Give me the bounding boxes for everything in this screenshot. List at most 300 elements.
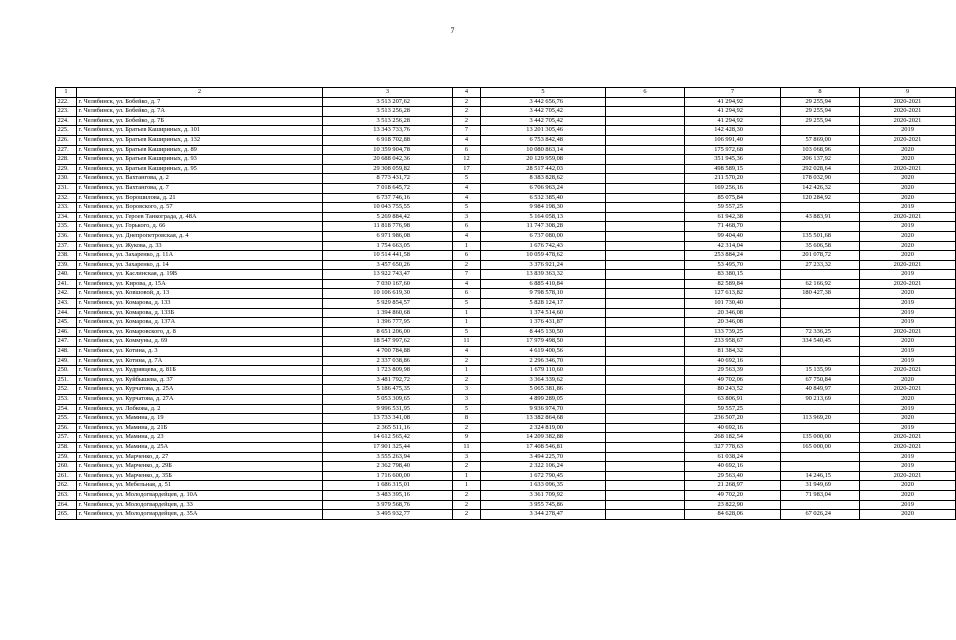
period-cell: 2020-2021 [860, 366, 956, 376]
row-number: 262. [56, 481, 77, 491]
count-cell: 5 [453, 404, 481, 414]
header-row [56, 88, 956, 98]
count-cell: 5 [453, 174, 481, 184]
empty-cell [606, 212, 685, 222]
period-cell: 2019 [860, 452, 956, 462]
period-cell: 2020 [860, 183, 956, 193]
supervision-cost-cell: 135 501,68 [781, 231, 860, 241]
count-cell: 4 [453, 347, 481, 357]
address-cell: г. Челябинск, ул. Братьев Кашириных, д. 101 [77, 126, 323, 136]
supervision-cost-cell: 57 869,00 [781, 135, 860, 145]
address-cell: г. Челябинск, ул. Братьев Кашириных, д. 132 [77, 135, 323, 145]
table-row [56, 308, 956, 318]
count-cell: 3 [453, 212, 481, 222]
works-cost-cell: 1 676 742,43 [481, 241, 606, 251]
total-cost-cell: 9 996 531,95 [323, 404, 453, 414]
design-cost-cell: 53 495,70 [685, 260, 781, 270]
table-row [56, 500, 956, 510]
design-cost-cell: 21 268,97 [685, 481, 781, 491]
total-cost-cell: 7 030 167,60 [323, 279, 453, 289]
works-cost-cell: 9 984 198,30 [481, 203, 606, 213]
total-cost-cell: 1 686 315,01 [323, 481, 453, 491]
works-cost-cell: 6 737 080,00 [481, 231, 606, 241]
total-cost-cell: 6 737 746,16 [323, 193, 453, 203]
works-cost-cell: 13 839 363,32 [481, 270, 606, 280]
total-cost-cell: 11 818 776,98 [323, 222, 453, 232]
table-row [56, 452, 956, 462]
table-row [56, 155, 956, 165]
empty-cell [606, 375, 685, 385]
empty-cell [606, 203, 685, 213]
address-cell: г. Челябинск, ул. Воровского, д. 57 [77, 203, 323, 213]
empty-cell [606, 193, 685, 203]
row-number: 227. [56, 145, 77, 155]
empty-cell [606, 337, 685, 347]
count-cell: 4 [453, 193, 481, 203]
count-cell: 6 [453, 251, 481, 261]
design-cost-cell: 233 958,67 [685, 337, 781, 347]
period-cell: 2020-2021 [860, 385, 956, 395]
works-cost-cell: 2 324 819,00 [481, 423, 606, 433]
design-cost-cell: 61 038,24 [685, 452, 781, 462]
address-cell: г. Челябинск, ул. Марченко, д. 29Б [77, 462, 323, 472]
row-number: 228. [56, 155, 77, 165]
period-cell: 2019 [860, 126, 956, 136]
design-cost-cell: 498 589,15 [685, 164, 781, 174]
empty-cell [606, 135, 685, 145]
works-cost-cell: 3 361 709,92 [481, 490, 606, 500]
design-cost-cell: 41 294,92 [685, 107, 781, 117]
count-cell: 1 [453, 308, 481, 318]
address-cell: г. Челябинск, ул. Днепропетровская, д. 4 [77, 231, 323, 241]
supervision-cost-cell [781, 308, 860, 318]
count-cell: 2 [453, 510, 481, 520]
total-cost-cell: 13 922 743,47 [323, 270, 453, 280]
address-cell: г. Челябинск, ул. Захаренко, д. 14 [77, 260, 323, 270]
table-row [56, 203, 956, 213]
design-cost-cell: 80 243,52 [685, 385, 781, 395]
row-number: 241. [56, 279, 77, 289]
works-cost-cell: 2 296 346,70 [481, 356, 606, 366]
row-number: 231. [56, 183, 77, 193]
supervision-cost-cell [781, 500, 860, 510]
total-cost-cell: 10 043 755,55 [323, 203, 453, 213]
period-cell: 2020 [860, 251, 956, 261]
design-cost-cell: 82 589,84 [685, 279, 781, 289]
address-cell: г. Челябинск, ул. Мамина, д. 19 [77, 414, 323, 424]
count-cell: 2 [453, 116, 481, 126]
design-cost-cell: 20 346,08 [685, 308, 781, 318]
address-cell: г. Челябинск, ул. Ворошилова, д. 21 [77, 193, 323, 203]
empty-cell [606, 164, 685, 174]
address-cell: г. Челябинск, ул. Куйбышева, д. 37 [77, 375, 323, 385]
table-row [56, 260, 956, 270]
period-cell: 2020 [860, 375, 956, 385]
period-cell: 2020 [860, 414, 956, 424]
total-cost-cell: 10 514 441,58 [323, 251, 453, 261]
total-cost-cell: 5 053 309,65 [323, 395, 453, 405]
row-number: 236. [56, 231, 77, 241]
works-cost-cell: 3 494 225,70 [481, 452, 606, 462]
works-cost-cell: 3 442 656,76 [481, 97, 606, 107]
design-cost-cell: 83 380,15 [685, 270, 781, 280]
supervision-cost-cell: 135 000,00 [781, 433, 860, 443]
table-row [56, 289, 956, 299]
count-cell: 1 [453, 481, 481, 491]
design-cost-cell: 127 613,82 [685, 289, 781, 299]
empty-cell [606, 155, 685, 165]
total-cost-cell: 7 018 645,72 [323, 183, 453, 193]
supervision-cost-cell [781, 299, 860, 309]
period-cell: 2020 [860, 510, 956, 520]
supervision-cost-cell: 35 606,58 [781, 241, 860, 251]
address-cell: г. Челябинск, ул. Курчатова, д. 27А [77, 395, 323, 405]
table-row [56, 193, 956, 203]
column-header: 2 [77, 88, 323, 98]
period-cell: 2020-2021 [860, 135, 956, 145]
address-cell: г. Челябинск, ул. Комарова, д. 133 [77, 299, 323, 309]
period-cell: 2019 [860, 270, 956, 280]
supervision-cost-cell: 206 137,92 [781, 155, 860, 165]
table-row [56, 126, 956, 136]
supervision-cost-cell: 29 255,94 [781, 116, 860, 126]
works-cost-cell: 17 408 546,81 [481, 442, 606, 452]
row-number: 263. [56, 490, 77, 500]
column-header: 5 [481, 88, 606, 98]
total-cost-cell: 3 513 256,28 [323, 107, 453, 117]
total-cost-cell: 10 359 904,78 [323, 145, 453, 155]
design-cost-cell: 106 991,40 [685, 135, 781, 145]
table-row [56, 241, 956, 251]
period-cell: 2020-2021 [860, 471, 956, 481]
count-cell: 6 [453, 289, 481, 299]
total-cost-cell: 1 396 777,95 [323, 318, 453, 328]
row-number: 225. [56, 126, 77, 136]
works-cost-cell: 1 376 431,87 [481, 318, 606, 328]
empty-cell [606, 260, 685, 270]
table-row [56, 481, 956, 491]
count-cell: 2 [453, 97, 481, 107]
works-cost-cell: 11 747 308,28 [481, 222, 606, 232]
period-cell: 2019 [860, 203, 956, 213]
address-cell: г. Челябинск, ул. Кирова, д. 15А [77, 279, 323, 289]
address-cell: г. Челябинск, ул. Котина, д. 7А [77, 356, 323, 366]
total-cost-cell: 5 929 854,57 [323, 299, 453, 309]
supervision-cost-cell [781, 462, 860, 472]
works-cost-cell: 3 376 921,24 [481, 260, 606, 270]
empty-cell [606, 97, 685, 107]
count-cell: 2 [453, 500, 481, 510]
address-cell: г. Челябинск, ул. Коммуны, д. 69 [77, 337, 323, 347]
count-cell: 11 [453, 442, 481, 452]
count-cell: 6 [453, 222, 481, 232]
row-number: 252. [56, 385, 77, 395]
supervision-cost-cell [781, 126, 860, 136]
empty-cell [606, 116, 685, 126]
design-cost-cell: 41 294,92 [685, 116, 781, 126]
total-cost-cell: 2 337 038,86 [323, 356, 453, 366]
count-cell: 1 [453, 366, 481, 376]
total-cost-cell: 4 700 784,88 [323, 347, 453, 357]
works-cost-cell: 28 517 442,03 [481, 164, 606, 174]
design-cost-cell: 59 557,25 [685, 203, 781, 213]
count-cell: 11 [453, 337, 481, 347]
period-cell: 2020-2021 [860, 442, 956, 452]
empty-cell [606, 174, 685, 184]
row-number: 256. [56, 423, 77, 433]
works-cost-cell: 5 164 058,13 [481, 212, 606, 222]
supervision-cost-cell: 71 983,04 [781, 490, 860, 500]
table-row [56, 164, 956, 174]
row-number: 223. [56, 107, 77, 117]
table-row [56, 404, 956, 414]
supervision-cost-cell: 15 135,99 [781, 366, 860, 376]
period-cell: 2019 [860, 500, 956, 510]
empty-cell [606, 433, 685, 443]
address-cell: г. Челябинск, ул. Комарова, д. 133Б [77, 308, 323, 318]
period-cell: 2019 [860, 308, 956, 318]
supervision-cost-cell [781, 318, 860, 328]
count-cell: 7 [453, 270, 481, 280]
supervision-cost-cell: 29 255,94 [781, 107, 860, 117]
count-cell: 2 [453, 260, 481, 270]
count-cell: 2 [453, 375, 481, 385]
works-cost-cell: 20 129 959,08 [481, 155, 606, 165]
design-cost-cell: 63 806,91 [685, 395, 781, 405]
works-cost-cell: 3 364 339,62 [481, 375, 606, 385]
total-cost-cell: 3 495 932,77 [323, 510, 453, 520]
period-cell: 2020 [860, 231, 956, 241]
count-cell: 17 [453, 164, 481, 174]
empty-cell [606, 500, 685, 510]
count-cell: 2 [453, 490, 481, 500]
address-cell: г. Челябинск, ул. Братьев Кашириных, д. 93 [77, 155, 323, 165]
column-header: 4 [453, 88, 481, 98]
supervision-cost-cell: 29 255,94 [781, 97, 860, 107]
empty-cell [606, 231, 685, 241]
empty-cell [606, 490, 685, 500]
supervision-cost-cell: 31 949,69 [781, 481, 860, 491]
total-cost-cell: 1 723 809,98 [323, 366, 453, 376]
works-cost-cell: 9 936 974,70 [481, 404, 606, 414]
supervision-cost-cell: 178 032,90 [781, 174, 860, 184]
supervision-cost-cell: 292 028,64 [781, 164, 860, 174]
address-cell: г. Челябинск, ул. Курчатова, д. 25А [77, 385, 323, 395]
design-cost-cell: 169 256,16 [685, 183, 781, 193]
supervision-cost-cell: 165 000,00 [781, 442, 860, 452]
period-cell: 2019 [860, 462, 956, 472]
count-cell: 2 [453, 356, 481, 366]
count-cell: 1 [453, 241, 481, 251]
supervision-cost-cell: 40 849,97 [781, 385, 860, 395]
address-cell: г. Челябинск, ул. Мамина, д. 25А [77, 442, 323, 452]
total-cost-cell: 3 457 650,26 [323, 260, 453, 270]
row-number: 237. [56, 241, 77, 251]
table-row [56, 107, 956, 117]
address-cell: г. Челябинск, ул. Молодогвардейцев, д. 35А [77, 510, 323, 520]
table-row [56, 279, 956, 289]
works-cost-cell: 3 344 278,47 [481, 510, 606, 520]
row-number: 251. [56, 375, 77, 385]
count-cell: 1 [453, 318, 481, 328]
row-number: 264. [56, 500, 77, 510]
supervision-cost-cell: 113 969,20 [781, 414, 860, 424]
design-cost-cell: 59 557,25 [685, 404, 781, 414]
count-cell: 8 [453, 414, 481, 424]
period-cell: 2020-2021 [860, 260, 956, 270]
table-row [56, 299, 956, 309]
design-cost-cell: 61 942,38 [685, 212, 781, 222]
supervision-cost-cell: 201 078,72 [781, 251, 860, 261]
design-cost-cell: 40 692,16 [685, 462, 781, 472]
supervision-cost-cell: 142 426,32 [781, 183, 860, 193]
count-cell: 4 [453, 183, 481, 193]
supervision-cost-cell: 180 427,38 [781, 289, 860, 299]
table-row [56, 212, 956, 222]
row-number: 240. [56, 270, 77, 280]
period-cell: 2020 [860, 481, 956, 491]
count-cell: 7 [453, 126, 481, 136]
works-cost-cell: 13 382 864,68 [481, 414, 606, 424]
total-cost-cell: 2 362 798,40 [323, 462, 453, 472]
works-cost-cell: 4 899 289,05 [481, 395, 606, 405]
period-cell: 2020 [860, 289, 956, 299]
total-cost-cell: 3 481 792,72 [323, 375, 453, 385]
design-cost-cell: 29 563,40 [685, 471, 781, 481]
supervision-cost-cell [781, 203, 860, 213]
row-number: 238. [56, 251, 77, 261]
row-number: 243. [56, 299, 77, 309]
table-row [56, 414, 956, 424]
empty-cell [606, 442, 685, 452]
table-row [56, 327, 956, 337]
empty-cell [606, 510, 685, 520]
total-cost-cell: 8 651 206,00 [323, 327, 453, 337]
column-header: 7 [685, 88, 781, 98]
row-number: 224. [56, 116, 77, 126]
period-cell: 2020 [860, 145, 956, 155]
design-cost-cell: 29 563,39 [685, 366, 781, 376]
table-row [56, 433, 956, 443]
total-cost-cell: 6 971 986,08 [323, 231, 453, 241]
design-cost-cell: 49 702,20 [685, 490, 781, 500]
address-cell: г. Челябинск, ул. Захаренко, д. 11А [77, 251, 323, 261]
supervision-cost-cell: 67 750,84 [781, 375, 860, 385]
total-cost-cell: 8 773 431,72 [323, 174, 453, 184]
address-cell: г. Челябинск, ул. Мамина, д. 23 [77, 433, 323, 443]
table-row [56, 347, 956, 357]
empty-cell [606, 347, 685, 357]
works-cost-cell: 6 885 410,84 [481, 279, 606, 289]
table-row [56, 135, 956, 145]
row-number: 265. [56, 510, 77, 520]
address-cell: г. Челябинск, ул. Вахтангова, д. 7 [77, 183, 323, 193]
address-cell: г. Челябинск, ул. Ковшовой, д. 13 [77, 289, 323, 299]
period-cell: 2019 [860, 404, 956, 414]
works-cost-cell: 1 374 514,60 [481, 308, 606, 318]
works-cost-cell: 6 532 385,40 [481, 193, 606, 203]
table-row [56, 251, 956, 261]
period-cell: 2020 [860, 241, 956, 251]
address-cell: г. Челябинск, ул. Бобейко, д. 7А [77, 107, 323, 117]
supervision-cost-cell [781, 423, 860, 433]
design-cost-cell: 133 739,25 [685, 327, 781, 337]
works-cost-cell: 13 201 305,46 [481, 126, 606, 136]
total-cost-cell: 3 483 395,16 [323, 490, 453, 500]
table-row [56, 356, 956, 366]
count-cell: 4 [453, 279, 481, 289]
empty-cell [606, 279, 685, 289]
design-cost-cell: 20 346,08 [685, 318, 781, 328]
design-cost-cell: 211 570,20 [685, 174, 781, 184]
works-cost-cell: 1 679 110,60 [481, 366, 606, 376]
table-row [56, 270, 956, 280]
total-cost-cell: 5 186 475,35 [323, 385, 453, 395]
row-number: 257. [56, 433, 77, 443]
empty-cell [606, 241, 685, 251]
works-cost-cell: 14 209 382,88 [481, 433, 606, 443]
design-cost-cell: 81 384,32 [685, 347, 781, 357]
row-number: 230. [56, 174, 77, 184]
count-cell: 2 [453, 423, 481, 433]
total-cost-cell: 13 733 341,08 [323, 414, 453, 424]
works-cost-cell: 6 753 842,48 [481, 135, 606, 145]
table-row [56, 510, 956, 520]
supervision-cost-cell [781, 222, 860, 232]
empty-cell [606, 356, 685, 366]
works-cost-cell: 2 322 106,24 [481, 462, 606, 472]
total-cost-cell: 6 918 702,88 [323, 135, 453, 145]
row-number: 255. [56, 414, 77, 424]
table-row [56, 471, 956, 481]
count-cell: 12 [453, 155, 481, 165]
table-row [56, 490, 956, 500]
row-number: 258. [56, 442, 77, 452]
supervision-cost-cell: 120 284,92 [781, 193, 860, 203]
period-cell: 2019 [860, 423, 956, 433]
column-header: 3 [323, 88, 453, 98]
works-cost-cell: 5 065 381,86 [481, 385, 606, 395]
address-cell: г. Челябинск, ул. Братьев Кашириных, д. 89 [77, 145, 323, 155]
address-cell: г. Челябинск, ул. Комарова, д. 137А [77, 318, 323, 328]
supervision-cost-cell [781, 270, 860, 280]
row-number: 253. [56, 395, 77, 405]
supervision-cost-cell [781, 347, 860, 357]
empty-cell [606, 423, 685, 433]
design-cost-cell: 175 972,68 [685, 145, 781, 155]
row-number: 232. [56, 193, 77, 203]
table-row [56, 222, 956, 232]
supervision-cost-cell: 103 068,96 [781, 145, 860, 155]
period-cell: 2020-2021 [860, 107, 956, 117]
empty-cell [606, 270, 685, 280]
design-cost-cell: 101 730,40 [685, 299, 781, 309]
row-number: 250. [56, 366, 77, 376]
count-cell: 9 [453, 433, 481, 443]
period-cell: 2020-2021 [860, 164, 956, 174]
address-cell: г. Челябинск, ул. Молодогвардейцев, д. 10А [77, 490, 323, 500]
table-row [56, 183, 956, 193]
table-row [56, 337, 956, 347]
count-cell: 3 [453, 395, 481, 405]
address-cell: г. Челябинск, ул. Мебельная, д. 51 [77, 481, 323, 491]
address-cell: г. Челябинск, ул. Вахтангова, д. 2 [77, 174, 323, 184]
design-cost-cell: 142 428,30 [685, 126, 781, 136]
count-cell: 4 [453, 231, 481, 241]
count-cell: 2 [453, 107, 481, 117]
total-cost-cell: 3 513 256,28 [323, 116, 453, 126]
table-row [56, 375, 956, 385]
